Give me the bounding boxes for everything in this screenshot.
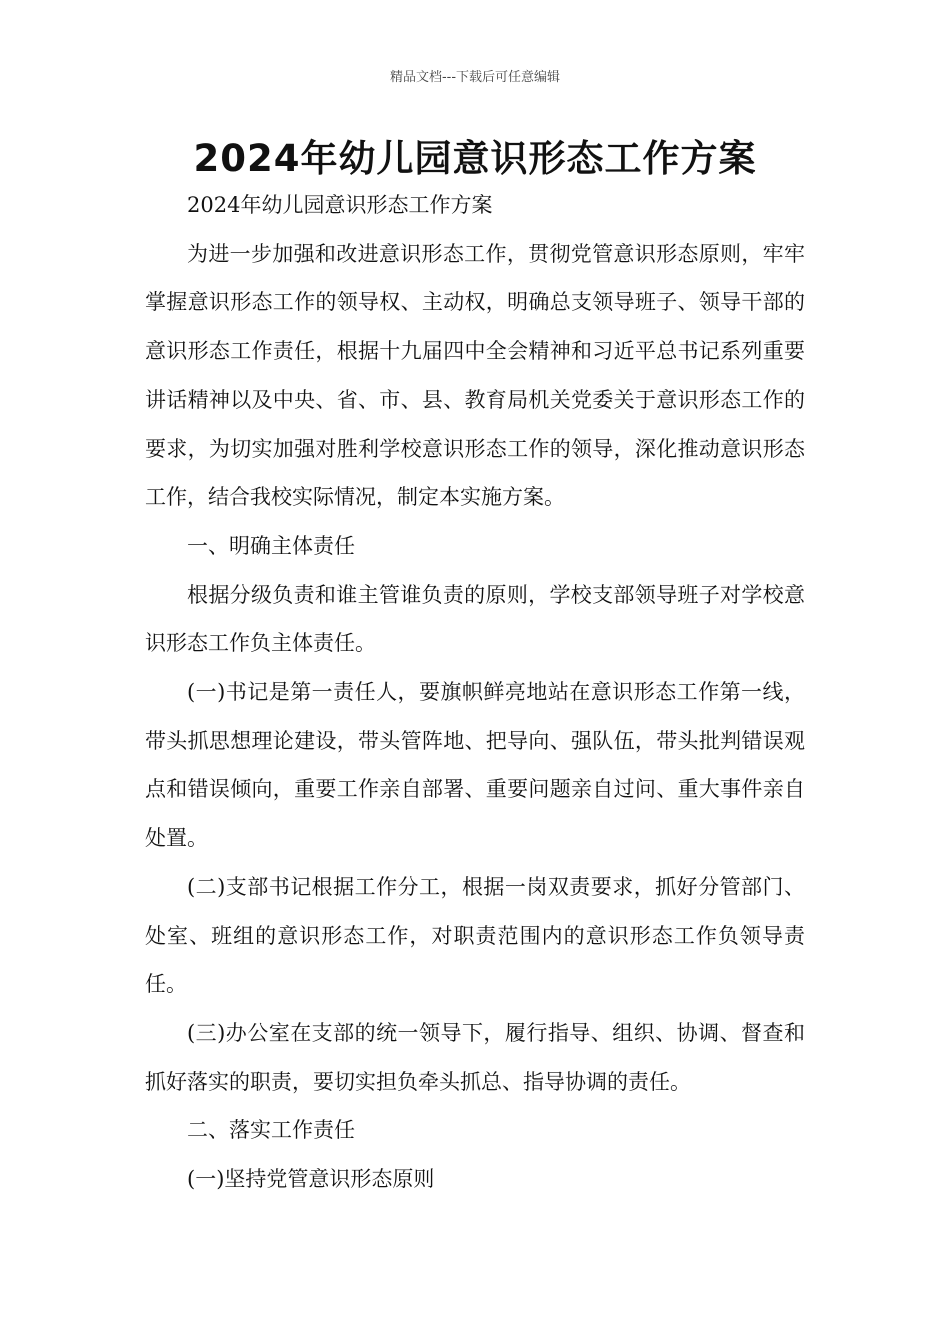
body-paragraph: (一)书记是第一责任人，要旗帜鲜亮地站在意识形态工作第一线，带头抓思想理论建设，带头管阵地、把导向、强队伍，带头批判错误观点和错误倾向，重要工作亲自部署、重要问题亲自过问、重大事件亲自处置。 (145, 680, 805, 851)
body-paragraph: (三)办公室在支部的统一领导下，履行指导、组织、协调、督查和抓好落实的职责，要切实担负牵头抓总、指导协调的责任。 (145, 1020, 805, 1094)
header-note: 精品文档---下载后可任意编辑 (389, 70, 561, 85)
document-title: 2024年幼儿园意识形态工作方案 (193, 137, 757, 180)
section-heading-2: 二、落实工作责任 (187, 1118, 355, 1143)
body-paragraph: 根据分级负责和谁主管谁负责的原则，学校支部领导班子对学校意识形态工作负主体责任。 (145, 582, 805, 656)
document-body (145, 181, 805, 1204)
body-paragraph: (二)支部书记根据工作分工，根据一岗双责要求，抓好分管部门、处室、班组的意识形态工作，对职责范围内的意识形态工作负领导责任。 (145, 874, 805, 997)
section-heading-1: 一、明确主体责任 (187, 533, 355, 558)
subtitle-paragraph: 2024年幼儿园意识形态工作方案 (187, 193, 493, 217)
subsection-heading: (一)坚持党管意识形态原则 (187, 1167, 435, 1192)
intro-paragraph: 为进一步加强和改进意识形态工作，贯彻党管意识形态原则，牢牢掌握意识形态工作的领导权、主动权，明确总支领导班子、领导干部的意识形态工作责任，根据十九届四中全会精神和习近平总书记系列重要讲话精神以及中央、省、市、县、教育局机关党委关于意识形态工作的要求，为切实加强对胜利学校意识形态工作的领导，深化推动意识形态工作，结合我校实际情况，制定本实施方案。 (145, 241, 805, 510)
